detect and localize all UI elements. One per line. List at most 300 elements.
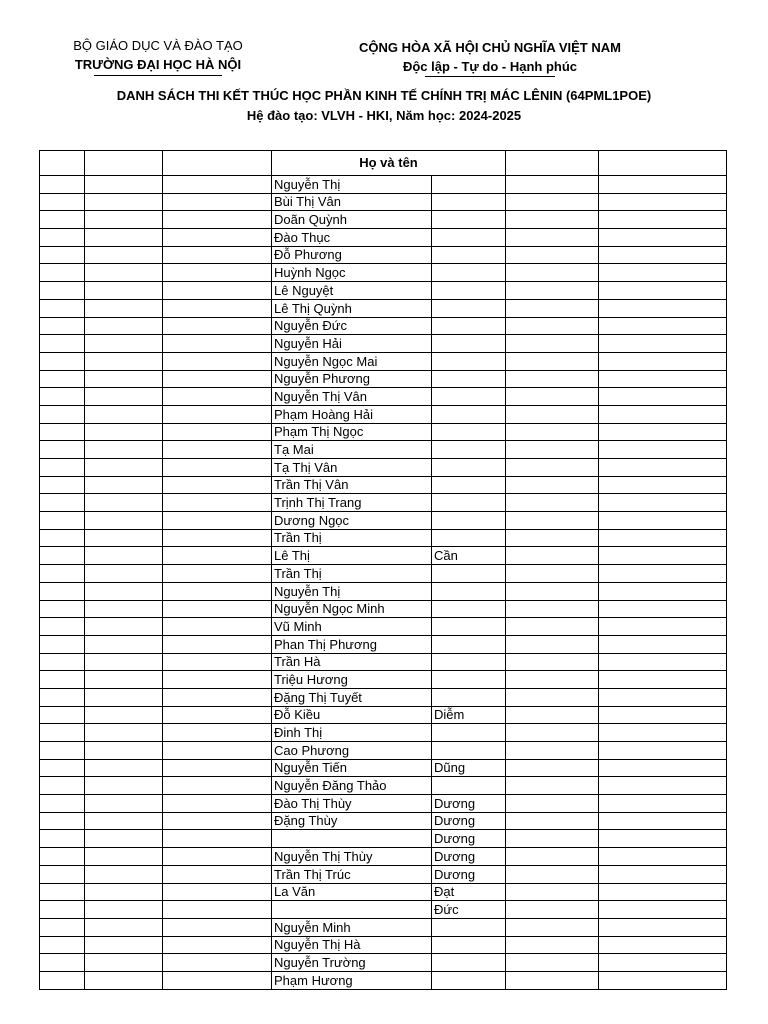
given-name-cell: Dũng (432, 759, 506, 777)
empty-cell (599, 865, 727, 883)
empty-cell (506, 724, 599, 742)
empty-cell (40, 653, 85, 671)
table-row (40, 812, 727, 830)
empty-cell (506, 901, 599, 919)
empty-cell (163, 742, 272, 760)
given-name-cell (432, 370, 506, 388)
empty-cell (599, 335, 727, 353)
empty-cell (40, 176, 85, 194)
empty-cell (85, 423, 163, 441)
empty-cell (506, 954, 599, 972)
empty-cell (163, 352, 272, 370)
empty-cell (85, 795, 163, 813)
empty-cell (40, 370, 85, 388)
empty-cell (506, 547, 599, 565)
family-name-cell: Cao Phương (272, 742, 432, 760)
empty-cell (85, 370, 163, 388)
empty-cell (599, 193, 727, 211)
given-name-cell (432, 282, 506, 300)
empty-cell (506, 830, 599, 848)
table-row (40, 830, 727, 848)
empty-cell (599, 706, 727, 724)
empty-cell (85, 653, 163, 671)
empty-cell (40, 246, 85, 264)
empty-cell (85, 918, 163, 936)
given-name-cell (432, 317, 506, 335)
table-row (40, 529, 727, 547)
table-row (40, 795, 727, 813)
empty-cell (163, 830, 272, 848)
empty-cell (506, 742, 599, 760)
family-name-cell: Đào Thục (272, 229, 432, 247)
table-row (40, 742, 727, 760)
empty-cell (163, 618, 272, 636)
family-name-cell: Đặng Thùy (272, 812, 432, 830)
empty-cell (599, 423, 727, 441)
empty-cell (163, 229, 272, 247)
empty-cell (40, 299, 85, 317)
given-name-cell: Đức (432, 901, 506, 919)
table-row (40, 671, 727, 689)
empty-cell (40, 476, 85, 494)
empty-cell (506, 688, 599, 706)
empty-cell (40, 918, 85, 936)
empty-cell (506, 176, 599, 194)
empty-cell (506, 936, 599, 954)
empty-cell (506, 777, 599, 795)
given-name-cell (432, 388, 506, 406)
given-name-cell (432, 918, 506, 936)
empty-cell (599, 405, 727, 423)
given-name-cell (432, 529, 506, 547)
table-row (40, 936, 727, 954)
table-row (40, 901, 727, 919)
empty-cell (599, 229, 727, 247)
empty-cell (40, 211, 85, 229)
table-row (40, 405, 727, 423)
empty-cell (40, 706, 85, 724)
empty-cell (40, 795, 85, 813)
empty-cell (163, 282, 272, 300)
family-name-cell: Nguyễn Thị (272, 176, 432, 194)
given-name-cell (432, 653, 506, 671)
table-row (40, 547, 727, 565)
table-row (40, 282, 727, 300)
table-row (40, 688, 727, 706)
empty-cell (506, 459, 599, 477)
empty-cell (599, 777, 727, 795)
empty-cell (163, 423, 272, 441)
given-name-cell (432, 405, 506, 423)
empty-cell (506, 388, 599, 406)
given-name-cell (432, 211, 506, 229)
header-cell (85, 151, 163, 176)
empty-cell (40, 936, 85, 954)
given-name-cell (432, 971, 506, 989)
empty-cell (506, 476, 599, 494)
empty-cell (506, 282, 599, 300)
empty-cell (85, 901, 163, 919)
empty-cell (599, 529, 727, 547)
empty-cell (599, 742, 727, 760)
given-name-cell (432, 512, 506, 530)
family-name-cell: Lê Thị Quỳnh (272, 299, 432, 317)
empty-cell (85, 512, 163, 530)
family-name-cell: Nguyễn Thị (272, 582, 432, 600)
name-column-header: Họ và tên (272, 151, 506, 176)
given-name-cell (432, 688, 506, 706)
empty-cell (599, 812, 727, 830)
empty-cell (163, 565, 272, 583)
given-name-cell: Cần (432, 547, 506, 565)
family-name-cell: Trịnh Thị Trang (272, 494, 432, 512)
empty-cell (163, 848, 272, 866)
empty-cell (40, 742, 85, 760)
empty-cell (85, 282, 163, 300)
given-name-cell (432, 635, 506, 653)
family-name-cell: Đào Thị Thùy (272, 795, 432, 813)
empty-cell (40, 688, 85, 706)
empty-cell (506, 565, 599, 583)
given-name-cell: Diễm (432, 706, 506, 724)
empty-cell (506, 229, 599, 247)
empty-cell (163, 370, 272, 388)
empty-cell (40, 405, 85, 423)
empty-cell (163, 901, 272, 919)
empty-cell (506, 971, 599, 989)
family-name-cell: Trần Thị (272, 529, 432, 547)
family-name-cell: Trần Hà (272, 653, 432, 671)
empty-cell (506, 795, 599, 813)
empty-cell (163, 671, 272, 689)
empty-cell (506, 193, 599, 211)
empty-cell (40, 193, 85, 211)
empty-cell (506, 706, 599, 724)
empty-cell (40, 547, 85, 565)
empty-cell (506, 441, 599, 459)
family-name-cell: Vũ Minh (272, 618, 432, 636)
ministry-header (58, 36, 258, 76)
empty-cell (599, 264, 727, 282)
family-name-cell: Phạm Hoàng Hải (272, 405, 432, 423)
empty-cell (506, 512, 599, 530)
empty-cell (599, 282, 727, 300)
empty-cell (599, 653, 727, 671)
empty-cell (40, 777, 85, 795)
empty-cell (85, 547, 163, 565)
empty-cell (163, 724, 272, 742)
empty-cell (40, 865, 85, 883)
empty-cell (85, 742, 163, 760)
empty-cell (85, 936, 163, 954)
republic-header (340, 38, 640, 77)
empty-cell (599, 954, 727, 972)
empty-cell (163, 600, 272, 618)
family-name-cell: Nguyễn Tiến (272, 759, 432, 777)
given-name-cell (432, 352, 506, 370)
given-name-cell (432, 246, 506, 264)
table-row (40, 388, 727, 406)
empty-cell (163, 706, 272, 724)
empty-cell (599, 830, 727, 848)
given-name-cell (432, 565, 506, 583)
given-name-cell (432, 423, 506, 441)
empty-cell (599, 759, 727, 777)
student-list-table (39, 150, 727, 990)
table-row (40, 370, 727, 388)
empty-cell (506, 812, 599, 830)
empty-cell (40, 759, 85, 777)
table-row (40, 246, 727, 264)
empty-cell (599, 971, 727, 989)
family-name-cell: Đỗ Kiều (272, 706, 432, 724)
empty-cell (85, 759, 163, 777)
header-cell (163, 151, 272, 176)
family-name-cell: Nguyễn Ngọc Mai (272, 352, 432, 370)
empty-cell (506, 211, 599, 229)
empty-cell (163, 971, 272, 989)
family-name-cell: Trần Thị (272, 565, 432, 583)
empty-cell (506, 405, 599, 423)
table-row (40, 918, 727, 936)
table-row (40, 724, 727, 742)
empty-cell (599, 724, 727, 742)
empty-cell (599, 246, 727, 264)
given-name-cell: Dương (432, 848, 506, 866)
family-name-cell: Nguyễn Thị Hà (272, 936, 432, 954)
empty-cell (163, 494, 272, 512)
empty-cell (599, 635, 727, 653)
table-row (40, 494, 727, 512)
family-name-cell: Trần Thị Vân (272, 476, 432, 494)
table-row (40, 848, 727, 866)
empty-cell (85, 317, 163, 335)
empty-cell (40, 282, 85, 300)
family-name-cell: Phạm Thị Ngọc (272, 423, 432, 441)
empty-cell (506, 618, 599, 636)
family-name-cell: Lê Thị (272, 547, 432, 565)
table-row (40, 653, 727, 671)
table-row (40, 299, 727, 317)
empty-cell (163, 529, 272, 547)
empty-cell (506, 335, 599, 353)
empty-cell (506, 494, 599, 512)
empty-cell (85, 405, 163, 423)
given-name-cell (432, 494, 506, 512)
empty-cell (506, 370, 599, 388)
empty-cell (85, 565, 163, 583)
table-row (40, 459, 727, 477)
given-name-cell (432, 582, 506, 600)
given-name-cell: Dương (432, 812, 506, 830)
empty-cell (599, 901, 727, 919)
empty-cell (163, 512, 272, 530)
given-name-cell (432, 459, 506, 477)
table-row (40, 706, 727, 724)
empty-cell (40, 901, 85, 919)
table-row (40, 618, 727, 636)
empty-cell (599, 795, 727, 813)
table-row (40, 264, 727, 282)
empty-cell (85, 724, 163, 742)
empty-cell (163, 635, 272, 653)
given-name-cell (432, 229, 506, 247)
empty-cell (40, 512, 85, 530)
empty-cell (599, 370, 727, 388)
empty-cell (85, 848, 163, 866)
empty-cell (506, 759, 599, 777)
family-name-cell: Nguyễn Minh (272, 918, 432, 936)
empty-cell (40, 883, 85, 901)
family-name-cell: Nguyễn Ngọc Minh (272, 600, 432, 618)
empty-cell (163, 688, 272, 706)
empty-cell (599, 512, 727, 530)
empty-cell (163, 777, 272, 795)
empty-cell (599, 582, 727, 600)
empty-cell (506, 635, 599, 653)
empty-cell (163, 883, 272, 901)
empty-cell (506, 582, 599, 600)
family-name-cell: Phạm Hương (272, 971, 432, 989)
empty-cell (40, 671, 85, 689)
family-name-cell: Nguyễn Thị Thùy (272, 848, 432, 866)
given-name-cell: Dương (432, 830, 506, 848)
family-name-cell: Đinh Thị (272, 724, 432, 742)
table-row (40, 883, 727, 901)
empty-cell (85, 299, 163, 317)
empty-cell (85, 582, 163, 600)
empty-cell (599, 459, 727, 477)
empty-cell (163, 459, 272, 477)
family-name-cell: Bùi Thị Vân (272, 193, 432, 211)
table-row (40, 176, 727, 194)
empty-cell (40, 423, 85, 441)
empty-cell (85, 671, 163, 689)
empty-cell (85, 176, 163, 194)
table-row (40, 954, 727, 972)
family-name-cell: Triệu Hương (272, 671, 432, 689)
empty-cell (40, 317, 85, 335)
empty-cell (85, 600, 163, 618)
empty-cell (599, 299, 727, 317)
empty-cell (85, 352, 163, 370)
family-name-cell: Nguyễn Phương (272, 370, 432, 388)
table-row (40, 211, 727, 229)
empty-cell (599, 883, 727, 901)
empty-cell (40, 264, 85, 282)
given-name-cell (432, 476, 506, 494)
national-motto: Độc lập - Tự do - Hạnh phúc (402, 59, 578, 74)
family-name-cell: Nguyễn Hải (272, 335, 432, 353)
family-name-cell (272, 901, 432, 919)
given-name-cell (432, 936, 506, 954)
given-name-cell (432, 441, 506, 459)
empty-cell (506, 423, 599, 441)
empty-cell (599, 600, 727, 618)
empty-cell (40, 335, 85, 353)
empty-cell (85, 211, 163, 229)
empty-cell (599, 848, 727, 866)
empty-cell (40, 352, 85, 370)
header-cell (599, 151, 727, 176)
empty-cell (599, 441, 727, 459)
empty-cell (85, 246, 163, 264)
table-row (40, 635, 727, 653)
table-row (40, 423, 727, 441)
empty-cell (85, 812, 163, 830)
empty-cell (506, 246, 599, 264)
empty-cell (40, 618, 85, 636)
table-row (40, 600, 727, 618)
table-row (40, 335, 727, 353)
empty-cell (85, 635, 163, 653)
empty-cell (40, 582, 85, 600)
given-name-cell: Đạt (432, 883, 506, 901)
empty-cell (506, 299, 599, 317)
empty-cell (40, 529, 85, 547)
empty-cell (163, 918, 272, 936)
empty-cell (163, 582, 272, 600)
empty-cell (85, 954, 163, 972)
empty-cell (599, 565, 727, 583)
given-name-cell (432, 618, 506, 636)
given-name-cell (432, 299, 506, 317)
empty-cell (85, 706, 163, 724)
ministry-name: BỘ GIÁO DỤC VÀ ĐÀO TẠO (73, 38, 243, 53)
empty-cell (506, 918, 599, 936)
empty-cell (163, 299, 272, 317)
empty-cell (85, 193, 163, 211)
empty-cell (599, 671, 727, 689)
empty-cell (599, 176, 727, 194)
given-name-cell (432, 724, 506, 742)
header-cell (40, 151, 85, 176)
empty-cell (163, 954, 272, 972)
family-name-cell: Huỳnh Ngọc (272, 264, 432, 282)
empty-cell (163, 176, 272, 194)
family-name-cell: Nguyễn Đức (272, 317, 432, 335)
empty-cell (40, 494, 85, 512)
empty-cell (599, 936, 727, 954)
given-name-cell (432, 264, 506, 282)
table-row (40, 476, 727, 494)
empty-cell (85, 335, 163, 353)
table-row (40, 317, 727, 335)
empty-cell (40, 600, 85, 618)
table-row (40, 759, 727, 777)
empty-cell (163, 759, 272, 777)
empty-cell (163, 211, 272, 229)
empty-cell (599, 547, 727, 565)
given-name-cell (432, 954, 506, 972)
family-name-cell: Đỗ Phương (272, 246, 432, 264)
empty-cell (163, 936, 272, 954)
empty-cell (599, 352, 727, 370)
document-subtitle: Hệ đào tạo: VLVH - HKI, Năm học: 2024-2025 (246, 108, 522, 123)
family-name-cell: Doãn Quỳnh (272, 211, 432, 229)
empty-cell (85, 476, 163, 494)
empty-cell (85, 264, 163, 282)
empty-cell (506, 865, 599, 883)
empty-cell (85, 388, 163, 406)
document-title: DANH SÁCH THI KẾT THÚC HỌC PHẦN KINH TẾ CHÍNH TRỊ MÁC LÊNIN (64PML1POE) (116, 88, 652, 103)
family-name-cell (272, 830, 432, 848)
family-name-cell: Lê Nguyệt (272, 282, 432, 300)
table-row (40, 441, 727, 459)
empty-cell (85, 618, 163, 636)
empty-cell (506, 848, 599, 866)
empty-cell (163, 335, 272, 353)
